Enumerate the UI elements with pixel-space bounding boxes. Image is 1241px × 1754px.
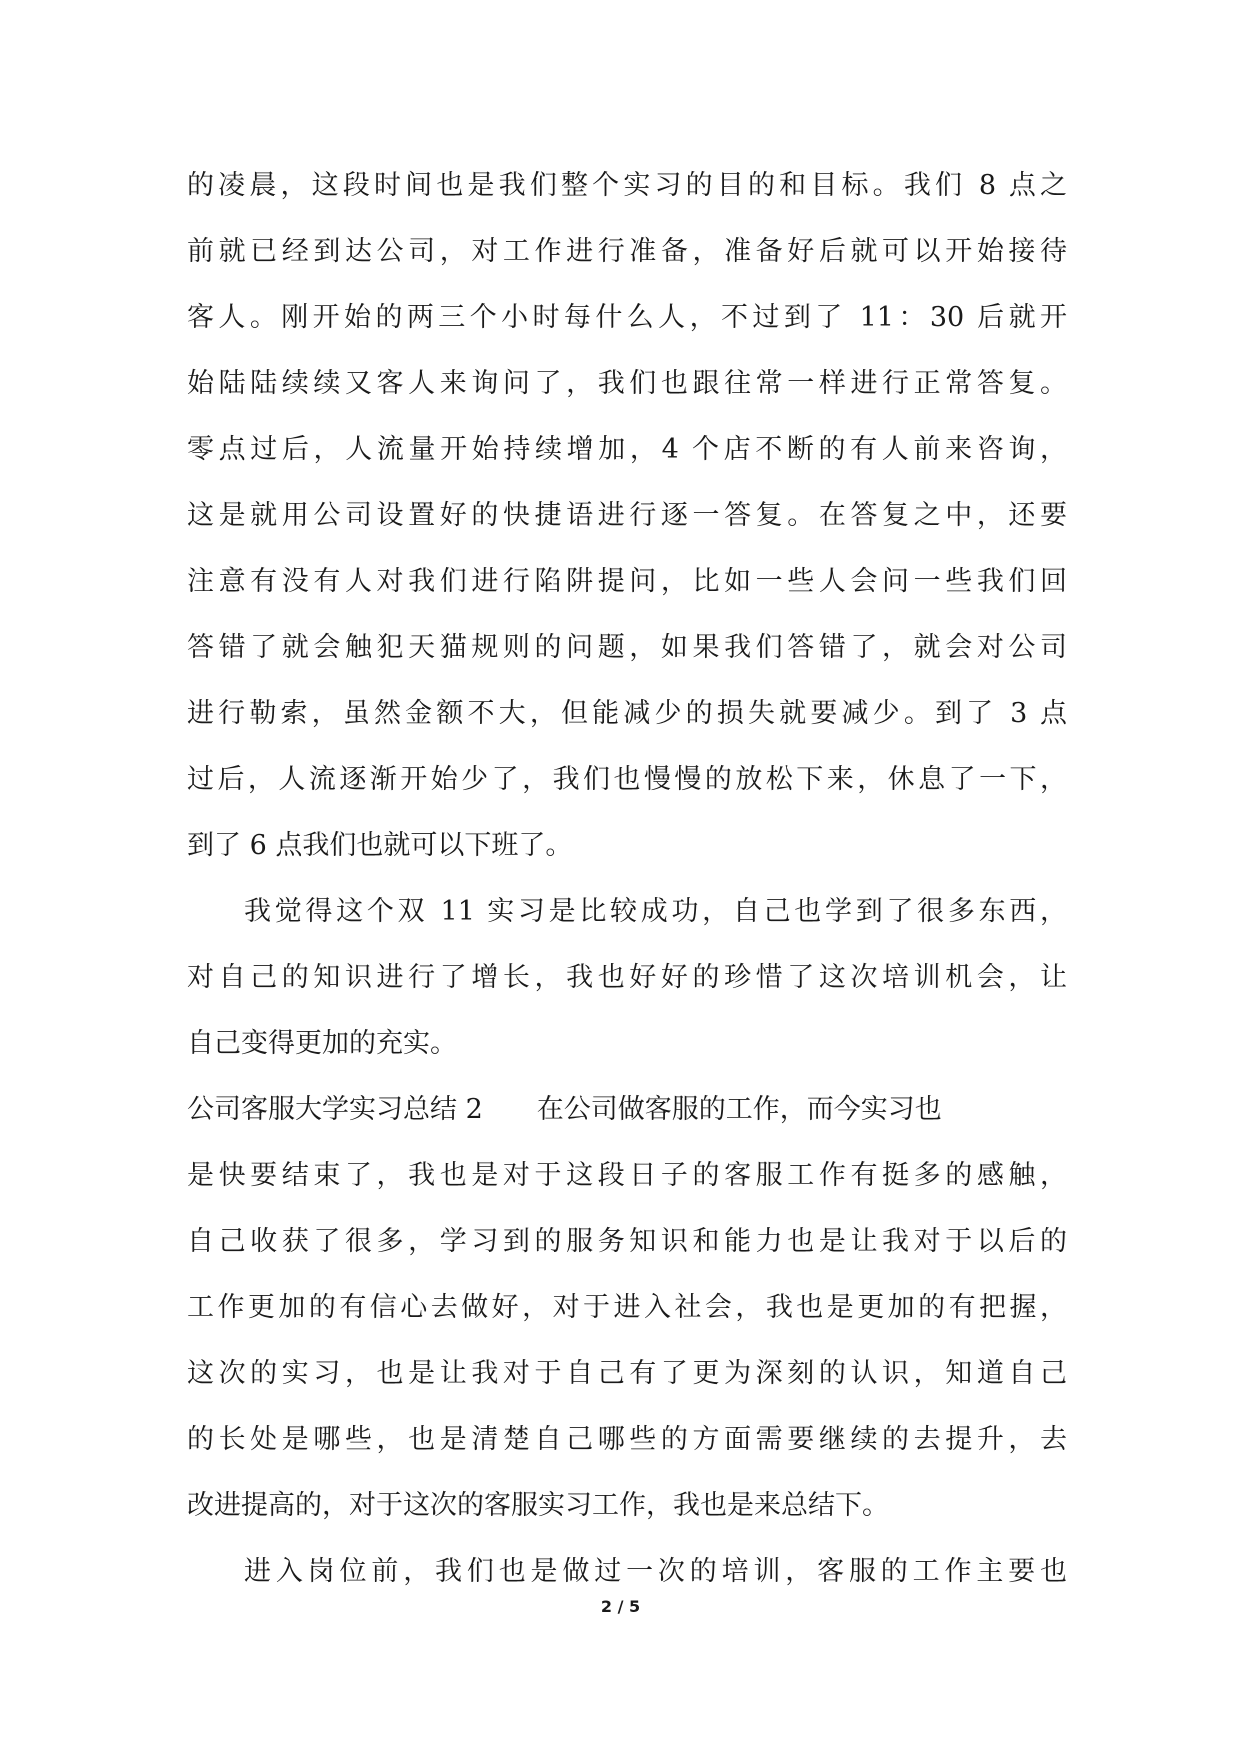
text-line: 这是就用公司设置好的快捷语进行逐一答复。在答复之中，还要: [187, 500, 1067, 531]
text-line: 零点过后，人流量开始持续增加，4 个店不断的有人前来咨询，: [187, 434, 1067, 465]
text-line: 客人。刚开始的两三个小时每什么人，不过到了 11：30 后就开: [187, 302, 1067, 333]
paragraph-4: [187, 1539, 1067, 1605]
paragraph-2: [187, 879, 1067, 1077]
text-line: 对自己的知识进行了增长，我也好好的珍惜了这次培训机会，让: [187, 962, 1067, 993]
text-line: 这次的实习，也是让我对于自己有了更为深刻的认识，知道自己: [187, 1358, 1067, 1389]
text-line: 的长处是哪些，也是清楚自己哪些的方面需要继续的去提升，去: [187, 1424, 1067, 1455]
text-line: 注意有没有人对我们进行陷阱提问，比如一些人会问一些我们回: [187, 566, 1067, 597]
text-line: 改进提高的，对于这次的客服实习工作，我也是来总结下。: [187, 1490, 889, 1521]
page-number: 2 / 5: [600, 1597, 641, 1616]
text-line: 到了 6 点我们也就可以下班了。: [187, 830, 573, 861]
text-line: 工作更加的有信心去做好，对于进入社会，我也是更加的有把握，: [187, 1292, 1067, 1323]
body-text: [187, 153, 1067, 1605]
text-line: 进行勒索，虽然金额不大，但能减少的损失就要减少。到了 3 点: [187, 698, 1067, 729]
text-line: 我觉得这个双 11 实习是比较成功，自己也学到了很多东西，: [244, 896, 1067, 927]
text-line: 答错了就会触犯天猫规则的问题，如果我们答错了，就会对公司: [187, 632, 1067, 663]
text-line: 在公司做客服的工作，而今实习也: [536, 1094, 942, 1125]
paragraph-1: [187, 153, 1067, 879]
text-line: 的凌晨，这段时间也是我们整个实习的目的和目标。我们 8 点之: [187, 170, 1067, 201]
section-heading-line: [187, 1077, 1067, 1143]
text-line: 自己收获了很多，学习到的服务知识和能力也是让我对于以后的: [187, 1226, 1067, 1257]
text-line: 始陆陆续续又客人来询问了，我们也跟往常一样进行正常答复。: [187, 368, 1067, 399]
section-heading: 公司客服大学实习总结 2: [187, 1094, 483, 1125]
section-2: [187, 1077, 1067, 1539]
text-line: 进入岗位前，我们也是做过一次的培训，客服的工作主要也: [244, 1556, 1067, 1587]
text-line: 前就已经到达公司，对工作进行准备，准备好后就可以开始接待: [187, 236, 1067, 267]
text-line: 是快要结束了，我也是对于这段日子的客服工作有挺多的感触，: [187, 1160, 1067, 1191]
text-line: 过后，人流逐渐开始少了，我们也慢慢的放松下来，休息了一下，: [187, 764, 1067, 795]
text-line: 自己变得更加的充实。: [187, 1028, 457, 1059]
